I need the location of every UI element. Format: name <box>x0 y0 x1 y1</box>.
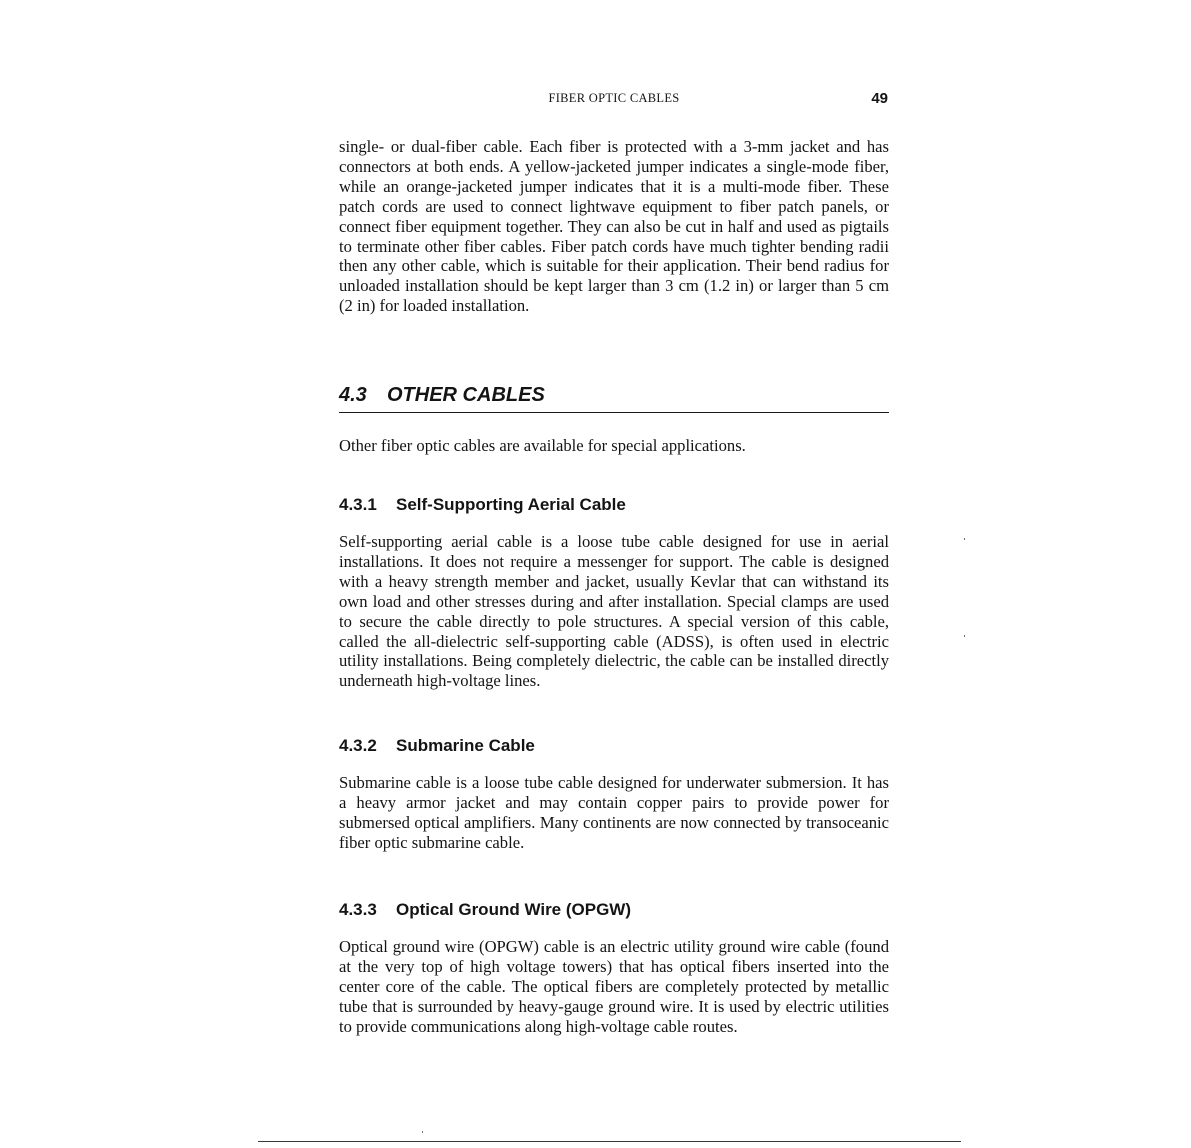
subsection-title: Submarine Cable <box>396 736 535 755</box>
book-page <box>339 0 889 1148</box>
section-intro-paragraph: Other fiber optic cables are available for special applications. <box>339 436 746 455</box>
running-head-title: FIBER OPTIC CABLES <box>548 91 680 105</box>
subsection-number: 4.3.2 <box>339 736 377 755</box>
scan-speck <box>422 1131 423 1133</box>
section-number: 4.3 <box>339 384 367 406</box>
subsection-heading-submarine <box>339 735 889 757</box>
intro-paragraph: single- or dual-fiber cable. Each fiber is protected with a 3-mm jacket and has connectors at both ends. A yellow-jacketed jumper indicates a single-mode fiber, while an orange-jacketed jumper indicates that it is a multi-mode fiber. These patch cords are used to connect lightwave equipment to fiber patch panels, or connect fiber equipment together. They can also be cut in half and used as pigtails to terminate other fiber cables. Fiber patch cords have much tighter bending radii then any other cable, which is suitable for their application. Their bend radius for unloaded installation should be kept larger than 3 cm (1.2 in) or larger than 5 cm (2 in) for loaded installation. <box>339 137 889 316</box>
subsection-body-opgw: Optical ground wire (OPGW) cable is an electric utility ground wire cable (found at the very top of high voltage towers) that has optical fibers inserted into the center core of the cable. The optical fibers are completely protected by metallic tube that is surrounded by heavy-gauge ground wire. It is used by electric utilities to provide communications along high-voltage cable routes. <box>339 937 889 1036</box>
scan-speck <box>964 635 965 637</box>
subsection-body-submarine: Submarine cable is a loose tube cable designed for underwater submersion. It has a heavy armor jacket and may contain copper pairs to provide power for submersed optical amplifiers. Many continents are now connected by transoceanic fiber optic submarine cable. <box>339 773 889 852</box>
scan-speck <box>964 538 965 540</box>
subsection-body-aerial: Self-supporting aerial cable is a loose tube cable designed for use in aerial installations. It does not require a messenger for support. The cable is designed with a heavy strength member and jacket, usually Kevlar that can withstand its own load and other stresses during and after installation. Special clamps are used to secure the cable directly to pole structures. A special version of this cable, called the all-dielectric self-supporting cable (ADSS), is often used in electric utility installations. Being completely dielectric, the cable can be installed directly underneath high-voltage lines. <box>339 532 889 691</box>
running-head <box>339 90 889 110</box>
subsection-heading-opgw <box>339 899 889 921</box>
section-title: OTHER CABLES <box>387 384 545 406</box>
section-heading <box>339 382 889 413</box>
subsection-title: Self-Supporting Aerial Cable <box>396 495 626 514</box>
subsection-number: 4.3.1 <box>339 495 377 514</box>
subsection-number: 4.3.3 <box>339 900 377 919</box>
page-number: 49 <box>871 90 888 107</box>
footer-rule <box>258 1141 961 1142</box>
subsection-heading-aerial <box>339 494 889 516</box>
subsection-title: Optical Ground Wire (OPGW) <box>396 900 632 919</box>
